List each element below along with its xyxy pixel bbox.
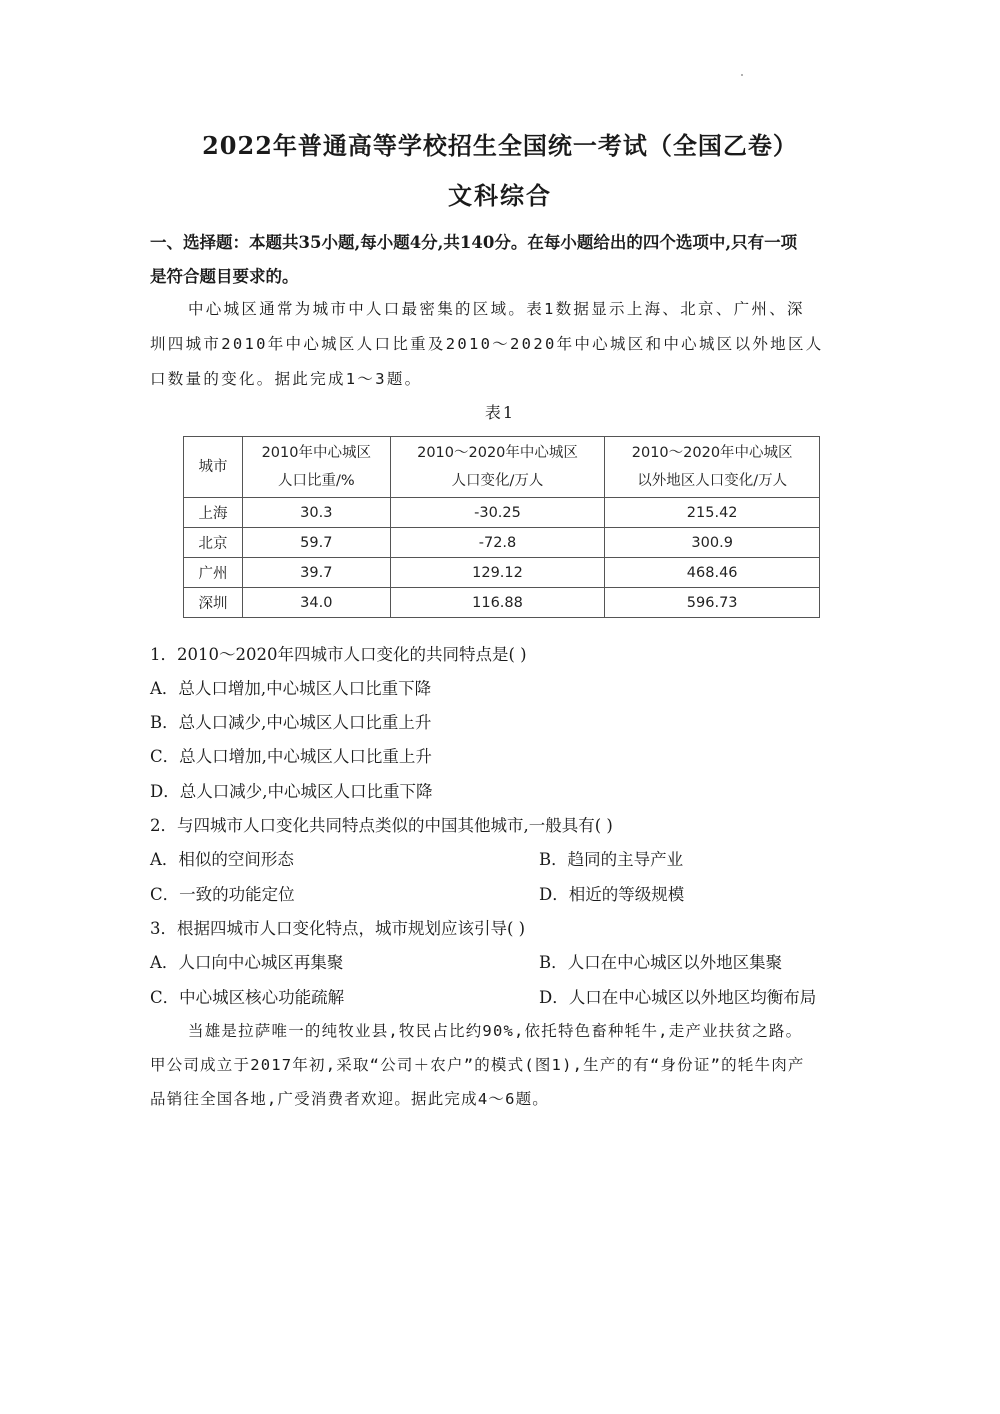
question-2-option-b: B．趋同的主导产业	[539, 850, 684, 869]
question-2-stem: 2．与四城市人口变化共同特点类似的中国其他城市,一般具有( )	[150, 816, 613, 835]
section-instruction-line-2: 是符合题目要求的。	[150, 267, 299, 286]
header-city: 城市	[184, 437, 243, 498]
population-table	[183, 436, 820, 618]
section-instruction-line-1: 一、选择题：本题共35小题,每小题4分,共140分。在每小题给出的四个选项中,只有一项	[150, 233, 798, 252]
cell-share: 30.3	[242, 498, 390, 528]
passage-2-line-2: 甲公司成立于2017年初,采取“公司＋农户”的模式(图1),生产的有“身份证”的牦牛肉产	[150, 1056, 805, 1074]
cell-outer-change: 300.9	[605, 528, 820, 558]
table-row	[184, 588, 820, 618]
intro-passage-line-1: 中心城区通常为城市中人口最密集的区域。表1数据显示上海、北京、广州、深	[188, 300, 805, 318]
cell-city: 上海	[184, 498, 243, 528]
cell-city: 深圳	[184, 588, 243, 618]
question-3-option-c: C．中心城区核心功能疏解	[150, 988, 345, 1007]
header-outer-change: 2010～2020年中心城区 以外地区人口变化/万人	[605, 437, 820, 498]
cell-center-change: -72.8	[390, 528, 605, 558]
passage-2-line-1: 当雄是拉萨唯一的纯牧业县,牧民占比约90%,依托特色畜种牦牛,走产业扶贫之路。	[188, 1022, 803, 1040]
question-3-option-b: B．人口在中心城区以外地区集聚	[539, 953, 783, 972]
cell-outer-change: 468.46	[605, 558, 820, 588]
cell-share: 34.0	[242, 588, 390, 618]
cell-outer-change: 596.73	[605, 588, 820, 618]
header-center-change: 2010～2020年中心城区 人口变化/万人	[390, 437, 605, 498]
table-caption: 表1	[484, 403, 516, 422]
table-row	[184, 558, 820, 588]
question-2-option-c: C．一致的功能定位	[150, 885, 295, 904]
header-center-share: 2010年中心城区 人口比重/%	[242, 437, 390, 498]
intro-passage-line-3: 口数量的变化。据此完成1～3题。	[150, 370, 423, 388]
question-3-option-d: D．人口在中心城区以外地区均衡布局	[539, 988, 817, 1007]
question-1-option-b: B．总人口减少,中心城区人口比重上升	[150, 713, 432, 732]
cell-outer-change: 215.42	[605, 498, 820, 528]
question-1-stem: 1．2010～2020年四城市人口变化的共同特点是( )	[150, 645, 527, 664]
passage-2-line-3: 品销往全国各地,广受消费者欢迎。据此完成4～6题。	[150, 1090, 549, 1108]
table-header-row	[184, 437, 820, 498]
cell-center-change: 129.12	[390, 558, 605, 588]
question-1-option-c: C．总人口增加,中心城区人口比重上升	[150, 747, 432, 766]
question-3-option-a: A．人口向中心城区再集聚	[150, 953, 344, 972]
cell-center-change: 116.88	[390, 588, 605, 618]
cell-share: 39.7	[242, 558, 390, 588]
question-1-option-d: D．总人口减少,中心城区人口比重下降	[150, 782, 433, 801]
intro-passage-line-2: 圳四城市2010年中心城区人口比重及2010～2020年中心城区和中心城区以外地区人	[150, 335, 824, 353]
question-1-option-a: A．总人口增加,中心城区人口比重下降	[150, 679, 432, 698]
cell-center-change: -30.25	[390, 498, 605, 528]
scan-mark	[741, 74, 743, 76]
question-3-stem: 3．根据四城市人口变化特点，城市规划应该引导( )	[150, 919, 526, 938]
exam-subtitle: 文科综合	[448, 181, 552, 210]
table-row	[184, 498, 820, 528]
cell-city: 北京	[184, 528, 243, 558]
table-row	[184, 528, 820, 558]
question-2-option-a: A．相似的空间形态	[150, 850, 294, 869]
cell-share: 59.7	[242, 528, 390, 558]
question-2-option-d: D．相近的等级规模	[539, 885, 685, 904]
cell-city: 广州	[184, 558, 243, 588]
exam-title: 2022年普通高等学校招生全国统一考试（全国乙卷）	[202, 131, 798, 160]
